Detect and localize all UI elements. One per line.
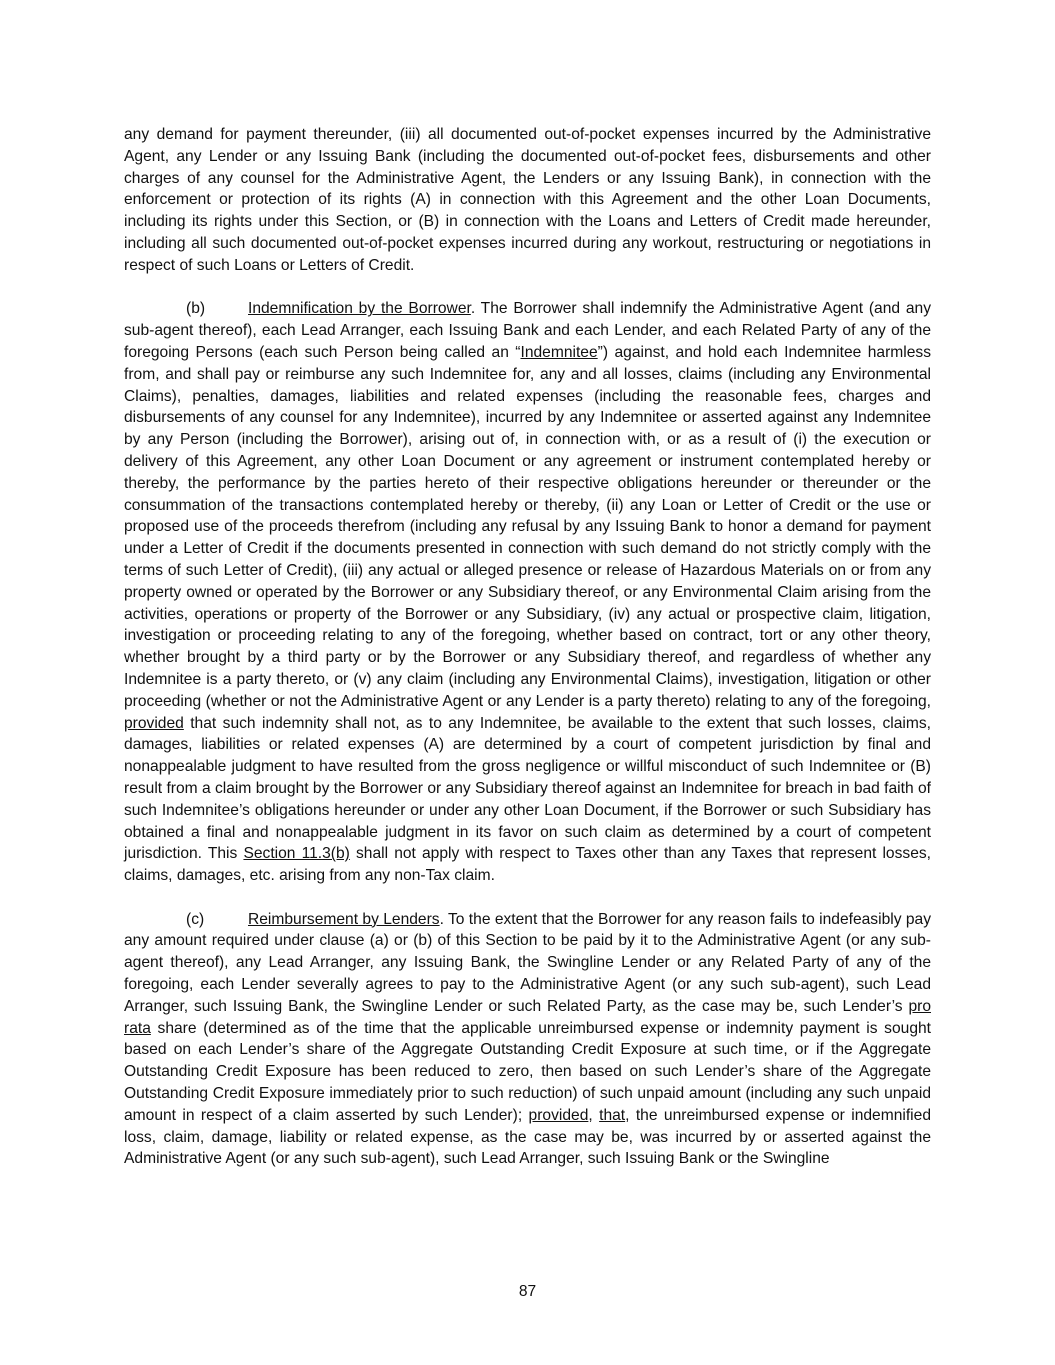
paragraph-b-text-2: ”) against, and hold each Indemnitee harmless from, and shall pay or reimburse any such Indemnitee for, any and all losses, claims (including any Environmental Claims), penalties, damages, liabilities and related expenses (including the reasonable fees, charges and disbursements of any counsel for any Indemnitee), incurred by any Indemnitee or asserted against any Indemnitee by any Person (including the Borrower), arising out of, in connection with, or as a result of (i) the execution or delivery of this Agreement, any other Loan Document or any agreement or instrument contemplated hereby or thereby, the performance by the parties hereto of their respective obligations hereunder or thereunder or the consummation of the transactions contemplated hereby or thereby, (ii) any Loan or Letter of Credit or the use or proposed use of the proceeds therefrom (including any refusal by any Issuing Bank to honor a demand for payment under a Letter of Credit if the documents presented in connection with such demand do not strictly comply with the terms of such Letter of Credit), (iii) any actual or alleged presence or release of Hazardous Materials on or from any property owned or operated by the Borrower or any Subsidiary thereof, or any Environmental Claim arising from the activities, operations or property of the Borrower or any Subsidiary, (iv) any actual or prospective claim, litigation, investigation or proceeding relating to any of the foregoing, whether based on contract, tort or any other theory, whether brought by a third party or by the Borrower or any Subsidiary thereof, and regardless of whether any Indemnitee is a party thereto, or (v) any claim (including any Environmental Claims), investigation, litigation or other proceeding (whether or not the Administrative Agent or any Lender is a party thereto) relating to any of the foregoing, <box>124 343 931 710</box>
page-body <box>124 124 931 1170</box>
term-pro: pro <box>908 997 931 1015</box>
paragraph-c-comma: , <box>588 1106 600 1124</box>
paragraph-c-provided: provided <box>528 1106 589 1124</box>
paragraph-b <box>124 298 931 887</box>
paragraph-c-heading: Reimbursement by Lenders <box>248 910 440 928</box>
paragraph-c-label: (c) <box>186 910 205 928</box>
section-reference: Section 11.3(b) <box>243 845 350 863</box>
paragraph-b-text-1: . The Borrower shall indemnify the Administrative Agent (and any sub-agent thereof), each Lead Arranger, each Issuing Bank and each Lender, and each Related Party of any of the foregoing Persons (each such Person being called an “ <box>124 300 931 361</box>
paragraph-c-text-3: , the unreimbursed expense or indemnified loss, claim, damage, liability or related expense, as the case may be, was incurred by or asserted against the Administrative Agent (or any such sub-agent), such Lead Arranger, such Issuing Bank or the Swingline <box>124 1106 931 1168</box>
paragraph-a-text: any demand for payment thereunder, (iii) all documented out-of-pocket expenses incurred by the Administrative Agent, any Lender or any Issuing Bank (including the documented out-of-pocket fees, disbursements and other charges of any counsel for the Administrative Agent, the Lenders or any Issuing Bank), in connection with the enforcement or protection of its rights (A) in connection with this Agreement and the other Loan Documents, including its rights under this Section, or (B) in connection with the Loans and Letters of Credit made hereunder, including all such documented out-of-pocket expenses incurred during any workout, restructuring or negotiations in respect of such Loans or Letters of Credit. <box>124 126 931 274</box>
paragraph-b-label: (b) <box>186 300 206 318</box>
paragraph-c-that: that <box>599 1106 626 1124</box>
paragraph-b-provided: provided <box>124 714 184 732</box>
paragraph-b-text-3: that such indemnity shall not, as to any Indemnitee, be available to the extent that such losses, claims, damages, liabilities or related expenses (A) are determined by a court of competent jurisdiction by final and nonappealable judgment to have resulted from the gross negligence or willful misconduct of such Indemnitee or (B) result from a claim brought by the Borrower or any Subsidiary thereof against an Indemnitee for breach in bad faith of such Indemnitee’s obligations hereunder or under any other Loan Document, if the Borrower or such Subsidiary has obtained a final and nonappealable judgment in its favor on such claim as determined by a court of competent jurisdiction. This <box>124 714 931 863</box>
paragraph-c-text-1: . To the extent that the Borrower for any reason fails to indefeasibly pay any amount required under clause (a) or (b) of this Section to be paid by it to the Administrative Agent (or any sub-agent thereof), any Lead Arranger, any Issuing Bank, the Swingline Lender or any Related Party of any of the foregoing, each Lender severally agrees to pay to the Administrative Agent (or any such sub-agent), such Lead Arranger, such Issuing Bank, the Swingline Lender or such Related Party, as the case may be, such Lender’s <box>124 910 931 1015</box>
page-number: 87 <box>518 1283 537 1300</box>
term-rata: rata <box>124 1019 151 1037</box>
paragraph-c-text-2: share (determined as of the time that the applicable unreimbursed expense or indemnity payment is sought based on each Lender’s share of the Aggregate Outstanding Credit Exposure at such time, or if the Aggregate Outstanding Credit Exposure has been reduced to zero, then based on such Lender’s share of the Aggregate Outstanding Credit Exposure immediately prior to such reduction) of such unpaid amount (including any such unpaid amount in respect of a claim asserted by such Lender); <box>124 1019 931 1124</box>
paragraph-a-continuation <box>124 124 931 277</box>
paragraph-c <box>124 909 931 1171</box>
paragraph-b-heading: Indemnification by the Borrower <box>248 300 471 318</box>
paragraph-b-text-4: shall not apply with respect to Taxes other than any Taxes that represent losses, claims, damages, etc. arising from any non-Tax claim. <box>124 845 931 885</box>
defined-term-indemnitee: Indemnitee <box>520 343 598 361</box>
